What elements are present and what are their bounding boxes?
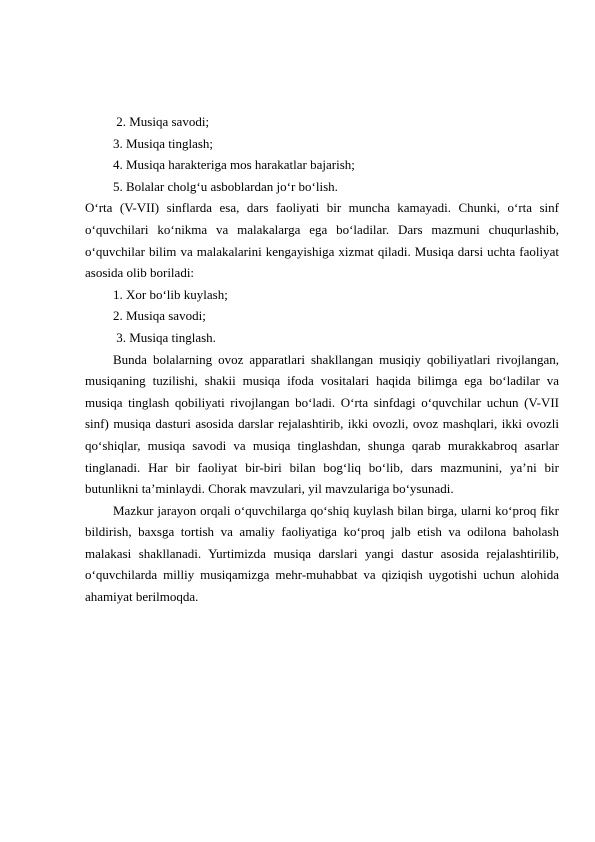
list-item: 3. Musiqa tinglash; (113, 135, 214, 151)
list-item: 2. Musiqa savodi; (113, 114, 210, 129)
list-item: 1. Xor bo‘lib kuylash; (113, 286, 228, 302)
paragraph: O‘rta (V-VII) sinflarda esa, dars faoliyati bir muncha kamayadi. Chunki, o‘rta sinf o‘quvchilari ko‘nikma va malakalarga ega bo‘ladilar. Dars mazmuni chuqurlashib, o‘quvchilar bilim va malakalarini kengayishiga xizmat qiladi. Musiqa darsi uchta faoliyat asosida olib boriladi: (85, 200, 559, 281)
list-item: 2. Musiqa savodi; (113, 308, 206, 324)
list-item: 4. Musiqa harakteriga mos harakatlar bajarish; (113, 157, 355, 173)
list-item: 5. Bolalar cholg‘u asboblardan jo‘r bo‘lish. (113, 178, 338, 194)
document-body (85, 111, 559, 608)
paragraph: Bunda bolalarning ovoz apparatlari shakllangan musiqiy qobiliyatlari rivojlangan, musiqaning tuzilishi, shakii musiqa ifoda vositalari haqida bilimga ega bo‘ladilar va musiqa tinglash qobiliyati rivojlangan bo‘ladi. O‘rta sinfdagi o‘quvchilar uchun (V-VII sinf) musiqa dasturi asosida darslar rejalashtirib, ikki ovozli, ovoz mashqlari, ikki ovozli qo‘shiqlar, musiqa savodi va musiqa tinglashdan, shunga qarab murakkabroq asarlar tinglanadi. Har bir faoliyat bir-biri bilan bog‘liq bo‘lib, dars mazmunini, ya’ni bir butunlikni ta’minlaydi. Chorak mavzulari, yil mavzulariga bo‘ysunadi. (85, 351, 559, 497)
list-item: 3. Musiqa tinglash. (113, 329, 216, 345)
paragraph: Mazkur jarayon orqali o‘quvchilarga qo‘shiq kuylash bilan birga, ularni ko‘proq fikr bildirish, baxsga tortish va amaliy faoliyatiga ko‘proq jalb etish va odilona baholash malakasi shakllanadi. Yurtimizda musiqa darslari yangi dastur asosida rejalashtirilib, o‘quvchilarda milliy musiqamizga mehr-muhabbat va qiziqish uygotishi uchun alohida ahamiyat berilmoqda. (85, 502, 559, 605)
